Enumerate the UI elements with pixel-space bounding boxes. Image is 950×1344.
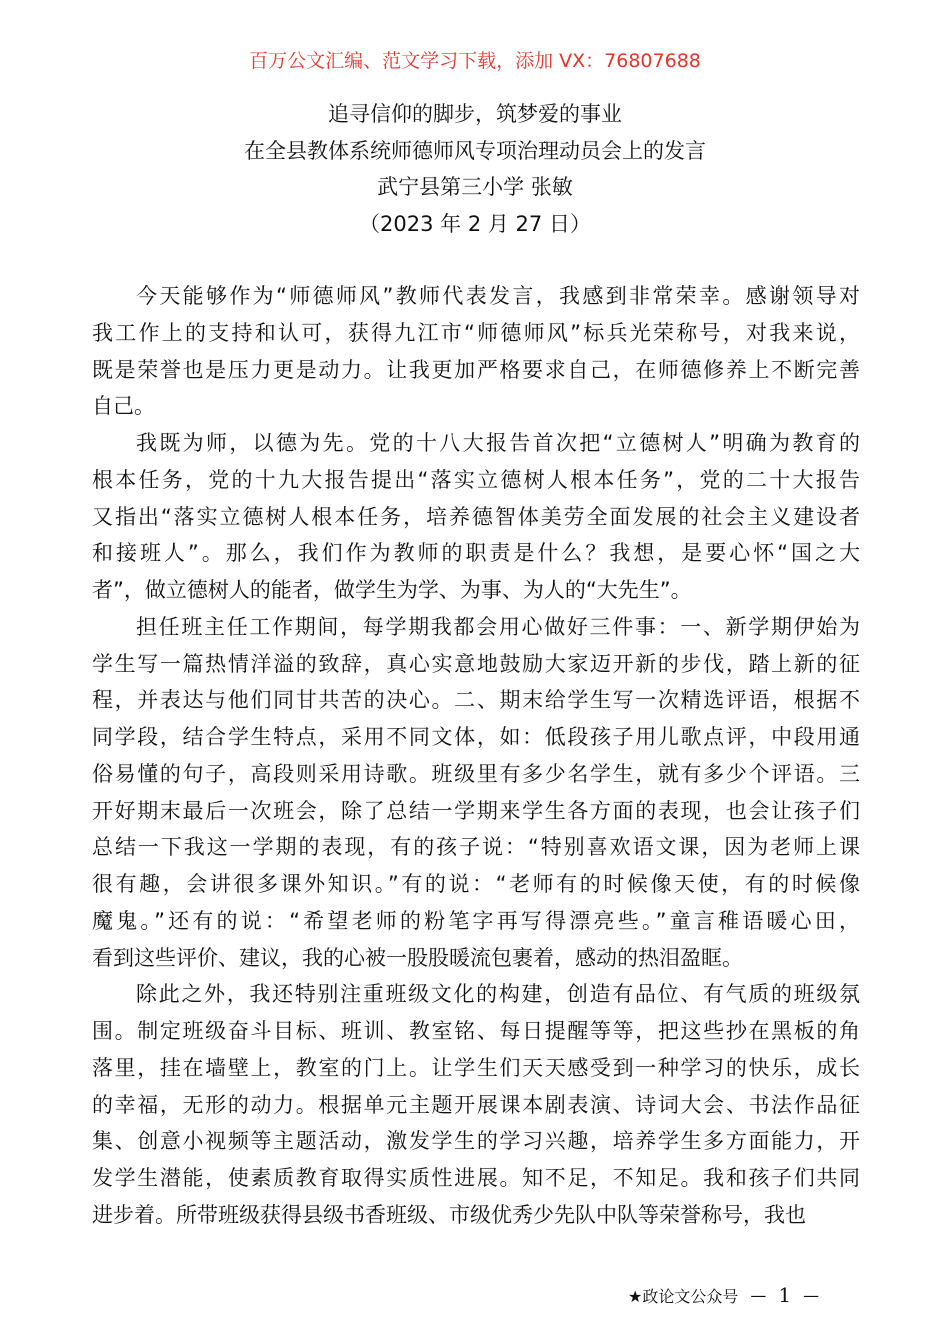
page-dash: — xyxy=(750,1285,767,1305)
text-line: 今天能够作为“师德师风”教师代表发言，我感到非常荣幸。感谢领导对 xyxy=(136,284,860,308)
text-line: 和接班人”。那么，我们作为教师的职责是什么？我想，是要心怀“国之大 xyxy=(92,541,860,566)
paragraph xyxy=(92,976,860,1233)
text-line: 担任班主任工作期间，每学期我都会用心做好三件事：一、新学期伊始为 xyxy=(136,614,860,639)
text-line: 的幸福，无形的动力。根据单元主题开展课本剧表演、诗词大会、书法作品征 xyxy=(92,1092,860,1117)
text-line: 总结一下我这一学期的表现，有的孩子说：“特别喜欢语文课，因为老师上课 xyxy=(92,835,860,860)
watermark-banner: 百万公文汇编、范文学习下载，添加 VX：76807688 xyxy=(249,50,701,72)
footer-source: ★政论文公众号 xyxy=(628,1286,739,1306)
subtitle: 在全县教体系统师德师风专项治理动员会上的发言 xyxy=(244,138,706,163)
text-line: 根本任务，党的十九大报告提出“落实立德树人根本任务”，党的二十大报告 xyxy=(92,467,860,492)
text-line: 者”，做立德树人的能者，做学生为学、为事、为人的“大先生”。 xyxy=(92,578,692,602)
paragraph xyxy=(92,609,860,977)
page-number: 1 xyxy=(778,1283,792,1307)
text-line: 我工作上的支持和认可，获得九江市“师德师风”标兵光荣称号，对我来说， xyxy=(92,320,860,345)
text-line: 很有趣，会讲很多课外知识。”有的说：“老师有的时候像天使，有的时候像 xyxy=(92,872,860,896)
text-line: 魔鬼。”还有的说：“希望老师的粉笔字再写得漂亮些。”童言稚语暖心田， xyxy=(92,908,860,933)
main-title: 追寻信仰的脚步，筑梦爱的事业 xyxy=(328,102,622,126)
text-line: 自己。 xyxy=(92,394,155,419)
paragraph xyxy=(92,425,860,609)
text-line: 围。制定班级奋斗目标、班训、教室铭、每日提醒等等，把这些抄在黑板的角 xyxy=(92,1019,860,1043)
text-line: 落里，挂在墙壁上，教室的门上。让学生们天天感受到一种学习的快乐，成长 xyxy=(92,1055,860,1080)
page-dash: — xyxy=(803,1285,820,1305)
text-line: 俗易懂的句子，高段则采用诗歌。班级里有多少名学生，就有多少个评语。三 xyxy=(92,761,860,786)
text-line: 看到这些评价、建议，我的心被一股股暖流包裹着，感动的热泪盈眶。 xyxy=(92,945,743,970)
date: （2023 年 2 月 27 日） xyxy=(359,212,591,237)
text-line: 除此之外，我还特别注重班级文化的构建，创造有品位、有气质的班级氛 xyxy=(136,982,860,1007)
text-line: 开好期末最后一次班会，除了总结一学期来学生各方面的表现，也会让孩子们 xyxy=(92,798,860,823)
text-line: 学生写一篇热情洋溢的致辞，真心实意地鼓励大家迈开新的步伐，踏上新的征 xyxy=(92,651,860,676)
text-line: 我既为师，以德为先。党的十八大报告首次把“立德树人”明确为教育的 xyxy=(136,431,860,455)
text-line: 程，并表达与他们同甘共苦的决心。二、期末给学生写一次精选评语，根据不 xyxy=(92,688,860,713)
paragraph xyxy=(92,278,860,425)
text-line: 既是荣誉也是压力更是动力。让我更加严格要求自己，在师德修养上不断完善 xyxy=(92,357,860,382)
text-line: 集、创意小视频等主题活动，激发学生的学习兴趣，培养学生多方面能力，开 xyxy=(92,1129,860,1154)
title-block xyxy=(0,96,950,243)
text-line: 发学生潜能，使素质教育取得实质性进展。知不足，不知足。我和孩子们共同 xyxy=(92,1166,860,1190)
text-line: 同学段，结合学生特点，采用不同文体，如：低段孩子用儿歌点评，中段用通 xyxy=(92,725,860,749)
text-line: 又指出“落实立德树人根本任务，培养德智体美劳全面发展的社会主义建设者 xyxy=(92,504,860,529)
document-body xyxy=(92,278,860,1234)
page-footer xyxy=(628,1283,819,1307)
text-line: 进步着。所带班级获得县级书香班级、市级优秀少先队中队等荣誉称号，我也 xyxy=(92,1202,806,1227)
author: 武宁县第三小学 张敏 xyxy=(377,175,573,200)
